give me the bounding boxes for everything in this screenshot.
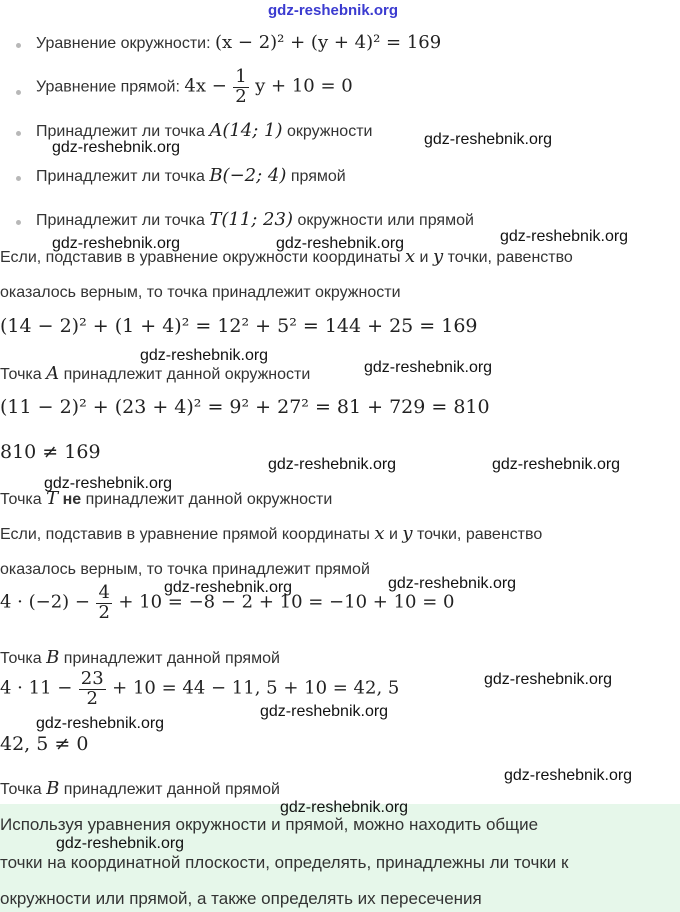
point-label: T	[46, 488, 59, 509]
bullet-dot	[16, 131, 21, 136]
calc-point-a: (14 − 2)² + (1 + 4)² = 12² + 5² = 144 + 25 = 169	[0, 315, 478, 337]
fraction-numerator: 23	[80, 668, 104, 689]
text: Точка	[0, 650, 42, 667]
bullet-tail: окружности	[286, 123, 373, 140]
text: Точка	[0, 366, 42, 383]
bullet-label: Принадлежит ли точка	[36, 123, 205, 140]
summary-line1: Используя уравнения окружности и прямой, можно находить общие	[0, 815, 539, 834]
text: точки, равенство	[416, 526, 543, 543]
bullet-point-b	[36, 165, 346, 186]
bullet-line-equation	[36, 68, 353, 107]
fraction-denominator: 2	[235, 85, 247, 107]
watermark: gdz-reshebnik.org	[504, 767, 633, 784]
line-rule-line2: оказалось верным, то точка принадлежит прямой	[0, 561, 370, 578]
bullet-circle-equation	[36, 32, 441, 53]
watermark: gdz-reshebnik.org	[52, 235, 181, 252]
bullet-point-t	[36, 209, 474, 230]
var-y: y	[402, 523, 413, 544]
point-label: B	[46, 778, 60, 799]
negation: не	[62, 491, 82, 508]
watermark: gdz-reshebnik.org	[500, 228, 629, 245]
watermark: gdz-reshebnik.org	[364, 359, 493, 376]
watermark: gdz-reshebnik.org	[268, 2, 399, 19]
watermark: gdz-reshebnik.org	[164, 579, 293, 596]
watermark: gdz-reshebnik.org	[280, 799, 409, 816]
text: и	[388, 526, 398, 543]
circle-rule-line2: оказалось верным, то точка принадлежит окружности	[0, 284, 401, 301]
summary-line3: окружности или прямой, а также определять их пересечения	[0, 889, 482, 908]
text: принадлежит данной прямой	[63, 650, 280, 667]
text: Точка	[0, 491, 42, 508]
var-y: y	[432, 246, 444, 267]
fraction-denominator: 2	[98, 601, 110, 623]
bullet-dot	[16, 176, 21, 181]
point-label: A	[46, 363, 60, 384]
circle-formula: (x − 2)² + (y + 4)² = 169	[215, 32, 442, 53]
bullet-tail: прямой	[290, 168, 346, 185]
var-x: x	[404, 246, 416, 267]
watermark: gdz-reshebnik.org	[44, 475, 173, 492]
point-a: A(14; 1)	[209, 120, 283, 141]
watermark: gdz-reshebnik.org	[492, 456, 621, 473]
calc-point-t: (11 − 2)² + (23 + 4)² = 9² + 27² = 81 + 729 = 810	[0, 396, 490, 418]
watermark: gdz-reshebnik.org	[424, 131, 553, 148]
fraction	[79, 670, 106, 709]
watermark: gdz-reshebnik.org	[388, 575, 517, 592]
calc-part2: + 10 = −8 − 2 + 10 = −10 + 10 = 0	[118, 591, 455, 613]
watermark: gdz-reshebnik.org	[260, 703, 389, 720]
watermark: gdz-reshebnik.org	[484, 671, 613, 688]
line-formula-part2: y + 10 = 0	[255, 75, 353, 97]
line-formula-part1: 4x −	[184, 75, 227, 97]
bullet-dot	[16, 90, 21, 95]
bullet-tail: окружности или прямой	[297, 212, 474, 229]
watermark: gdz-reshebnik.org	[140, 347, 269, 364]
bullet-label: Принадлежит ли точка	[36, 168, 205, 185]
point-t: T(11; 23)	[209, 209, 293, 230]
neq-point-b2: 42, 5 ≠ 0	[0, 733, 89, 755]
text: принадлежит данной прямой	[63, 781, 280, 798]
calc-part2: + 10 = 44 − 11, 5 + 10 = 42, 5	[112, 677, 400, 699]
bullet-dot	[16, 220, 21, 225]
fraction	[96, 584, 111, 623]
fraction-numerator: 1	[235, 66, 247, 87]
point-label: B	[46, 647, 60, 668]
bullet-label: Принадлежит ли точка	[36, 212, 205, 229]
watermark: gdz-reshebnik.org	[276, 235, 405, 252]
conclusion-b1	[0, 647, 280, 668]
fraction	[233, 68, 248, 107]
text: Если, подставив в уравнение прямой координаты	[0, 526, 370, 543]
watermark: gdz-reshebnik.org	[56, 835, 185, 852]
conclusion-b2	[0, 778, 280, 799]
summary-line2: точки на координатной плоскости, определять, принадлежны ли точки к	[0, 853, 569, 872]
line-rule-line1	[0, 523, 542, 544]
watermark: gdz-reshebnik.org	[36, 715, 165, 732]
text: Если, подставив в уравнение окружности координаты	[0, 249, 401, 266]
text: принадлежит данной окружности	[63, 366, 311, 383]
var-x: x	[374, 523, 385, 544]
calc-part1: 4 · 11 −	[0, 677, 73, 699]
bullet-label: Уравнение окружности:	[36, 35, 211, 52]
fraction-numerator: 4	[98, 582, 110, 603]
conclusion-a	[0, 363, 310, 384]
text: и	[419, 249, 429, 266]
watermark: gdz-reshebnik.org	[52, 139, 181, 156]
fraction-denominator: 2	[86, 687, 98, 709]
text: точки, равенство	[447, 249, 573, 266]
watermark: gdz-reshebnik.org	[268, 456, 397, 473]
neq-point-t: 810 ≠ 169	[0, 441, 101, 463]
bullet-label: Уравнение прямой:	[36, 78, 180, 96]
text: Точка	[0, 781, 42, 798]
bullet-dot	[16, 43, 21, 48]
point-b: B(−2; 4)	[209, 165, 287, 186]
calc-part1: 4 · (−2) −	[0, 591, 90, 613]
bullet-point-a	[36, 120, 372, 141]
text: принадлежит данной окружности	[85, 491, 333, 508]
